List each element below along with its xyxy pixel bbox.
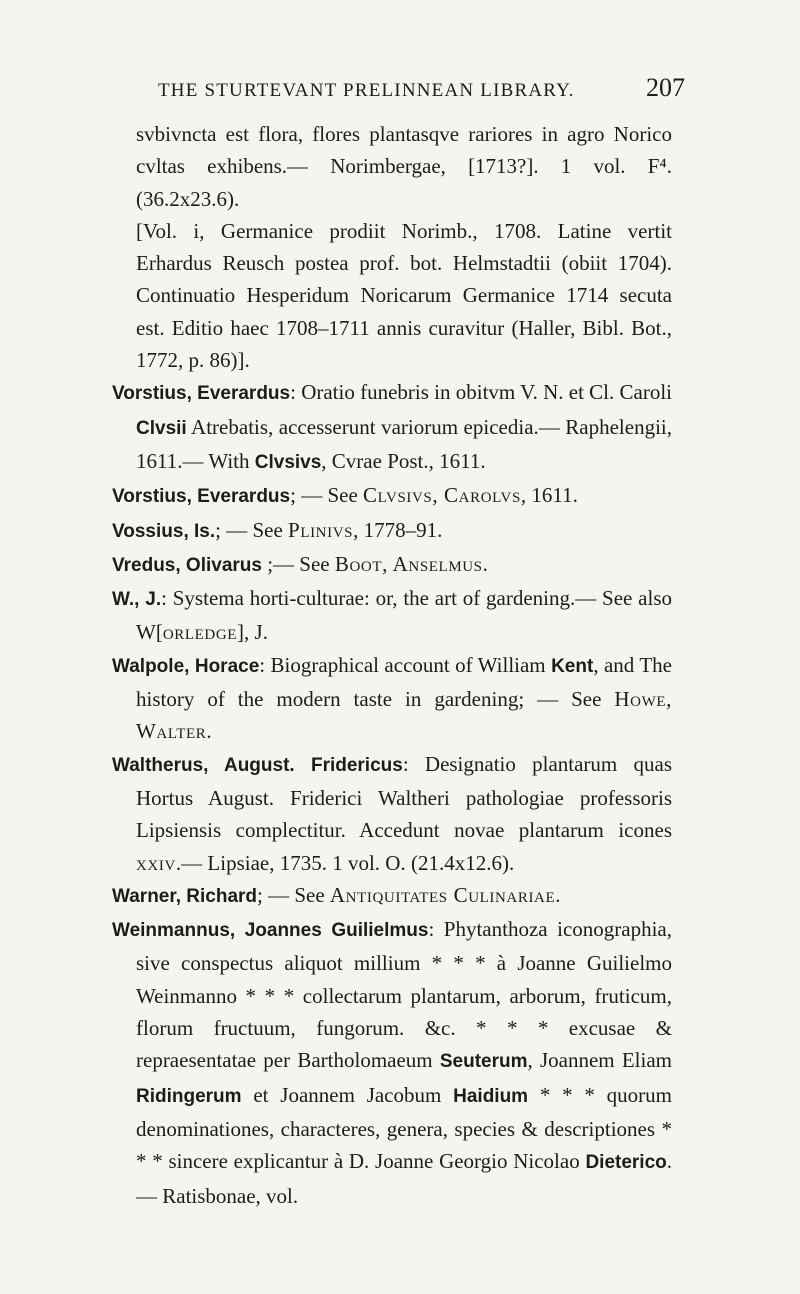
entry-suffix: . — [482, 551, 488, 576]
entry-suffix: . — [206, 719, 212, 744]
entry-body: , Cvrae Post., 1611. — [321, 448, 486, 473]
entry-note: [Vol. i, Germanice prodiit Norimb., 1708. Latine vertit Erhardus Reusch postea prof. bot. Helmstadtii (obiit 1704). Continuatio Hesperidum Noricarum Germanice 1714 secuta est. Editio haec 1708–1711 annis curavitur (Haller, Bibl. Bot., 1772, p. 86)]. — [136, 218, 672, 373]
entry-vossius — [112, 514, 672, 548]
entry-body: , Joannem Eliam — [527, 1048, 672, 1073]
entry-body: Atrebatis, accesserunt variorum epicedia.— Raphelengii, 1611.— With — [136, 414, 672, 473]
entry-body: : Oratio funebris in obitvm V. N. et Cl. Caroli — [290, 380, 672, 405]
entry-see-prefix: ;— See — [261, 551, 335, 576]
entry-body: * * * quorum denominationes, characteres, genera, species & descriptiones * * * sincere explicantur à D. Joanne Georgio Nicolao — [136, 1082, 673, 1174]
entry-body: et Joannem Jacobum — [241, 1082, 454, 1107]
entry-vorstius-see — [112, 479, 672, 513]
running-head: THE STURTEVANT PRELINNEAN LIBRARY. — [158, 80, 575, 101]
entry-see-prefix: ; — See — [257, 882, 330, 907]
entry-waltherus — [112, 748, 672, 879]
entry-see-prefix: ; — See — [215, 517, 289, 542]
entry-body: : Systema horti-culturae: or, the art of gardening.— See also W[ — [136, 586, 672, 645]
entry-vorstius-oratio — [112, 376, 672, 479]
entry-body: : Biographical account of William — [259, 652, 552, 677]
entry-headword: Warner, Richard — [112, 885, 258, 907]
entry-warner — [112, 879, 672, 913]
entry-body: : Phytanthoza iconographia, sive conspectus aliquot millium * * * à Joanne Guilielmo Weinmanno * * * collectarum plantarum, arborum, fruticum, florum fructuum, fungorum. &c. * * * excusae & repraesentatae per Bartholomaeum — [136, 917, 672, 1073]
entry-continuation: svbivncta est flora, flores plantasqve rariores in agro Norico cvltas exhibens.— Norimbergae, [1713?]. 1 vol. F⁴. (36.2x23.6). — [136, 122, 672, 211]
entry-see-prefix: ; — See — [290, 483, 364, 508]
entry-headword: Waltherus, August. Fridericus — [112, 754, 403, 776]
entry-see-target: Boot, Anselmus — [334, 551, 483, 576]
entry-see-target: Howe, Walter — [136, 687, 672, 744]
entry-see-target: Antiquitates Culinariae — [329, 882, 556, 907]
entry-bold-name: Clvsii — [136, 417, 187, 439]
entry-headword: Weinmannus, Joannes Guilielmus — [112, 920, 429, 942]
entry-see-target: Plinivs — [288, 517, 354, 542]
entry-headword: Vossius, Is. — [112, 520, 216, 542]
entry-bold-name: Kent — [551, 655, 594, 677]
entry-small-caps: xxiv — [136, 850, 176, 875]
entry-suffix: , 1611. — [520, 483, 578, 508]
bibliography-text — [112, 118, 672, 1212]
entry-vredus — [112, 548, 672, 582]
entry-bold-name: Clvsivs — [254, 451, 322, 473]
entry-small-caps: orledge — [162, 620, 238, 645]
entry-body: .— Lipsiae, 1735. 1 vol. O. (21.4x12.6). — [175, 850, 515, 875]
entry-body: , and The history of the modern taste in gardening; — See — [136, 652, 672, 712]
entry-suffix: , 1778–91. — [353, 517, 443, 542]
entry-headword: Vorstius, Everardus — [112, 383, 291, 405]
entry-walpole — [112, 649, 672, 748]
entry-weinmannus — [112, 913, 672, 1212]
entry-bold-name: Seuterum — [439, 1051, 528, 1073]
page-number: 207 — [646, 73, 685, 102]
entry-body: : Designatio plantarum quas Hortus August. Friderici Waltheri pathologiae professoris Lipsiensis complectitur. Accedunt novae plantarum icones — [136, 751, 672, 843]
entry-body: .— Ratisbonae, vol. — [136, 1149, 672, 1208]
entry-headword: Vorstius, Everardus — [112, 486, 291, 508]
entry-w-j — [112, 582, 672, 649]
entry-headword: Walpole, Horace — [112, 655, 260, 677]
entry-headword: W., J. — [112, 589, 162, 611]
entry-bold-name: Dieterico — [585, 1152, 667, 1174]
entry-see-target: Clvsivs, Carolvs — [363, 483, 521, 508]
entry-bold-name: Haidium — [453, 1085, 529, 1107]
entry-body: ], J. — [237, 620, 268, 645]
entry-suffix: . — [555, 882, 561, 907]
entry-bold-name: Ridingerum — [136, 1085, 242, 1107]
entry-headword: Vredus, Olivarus — [112, 554, 262, 576]
